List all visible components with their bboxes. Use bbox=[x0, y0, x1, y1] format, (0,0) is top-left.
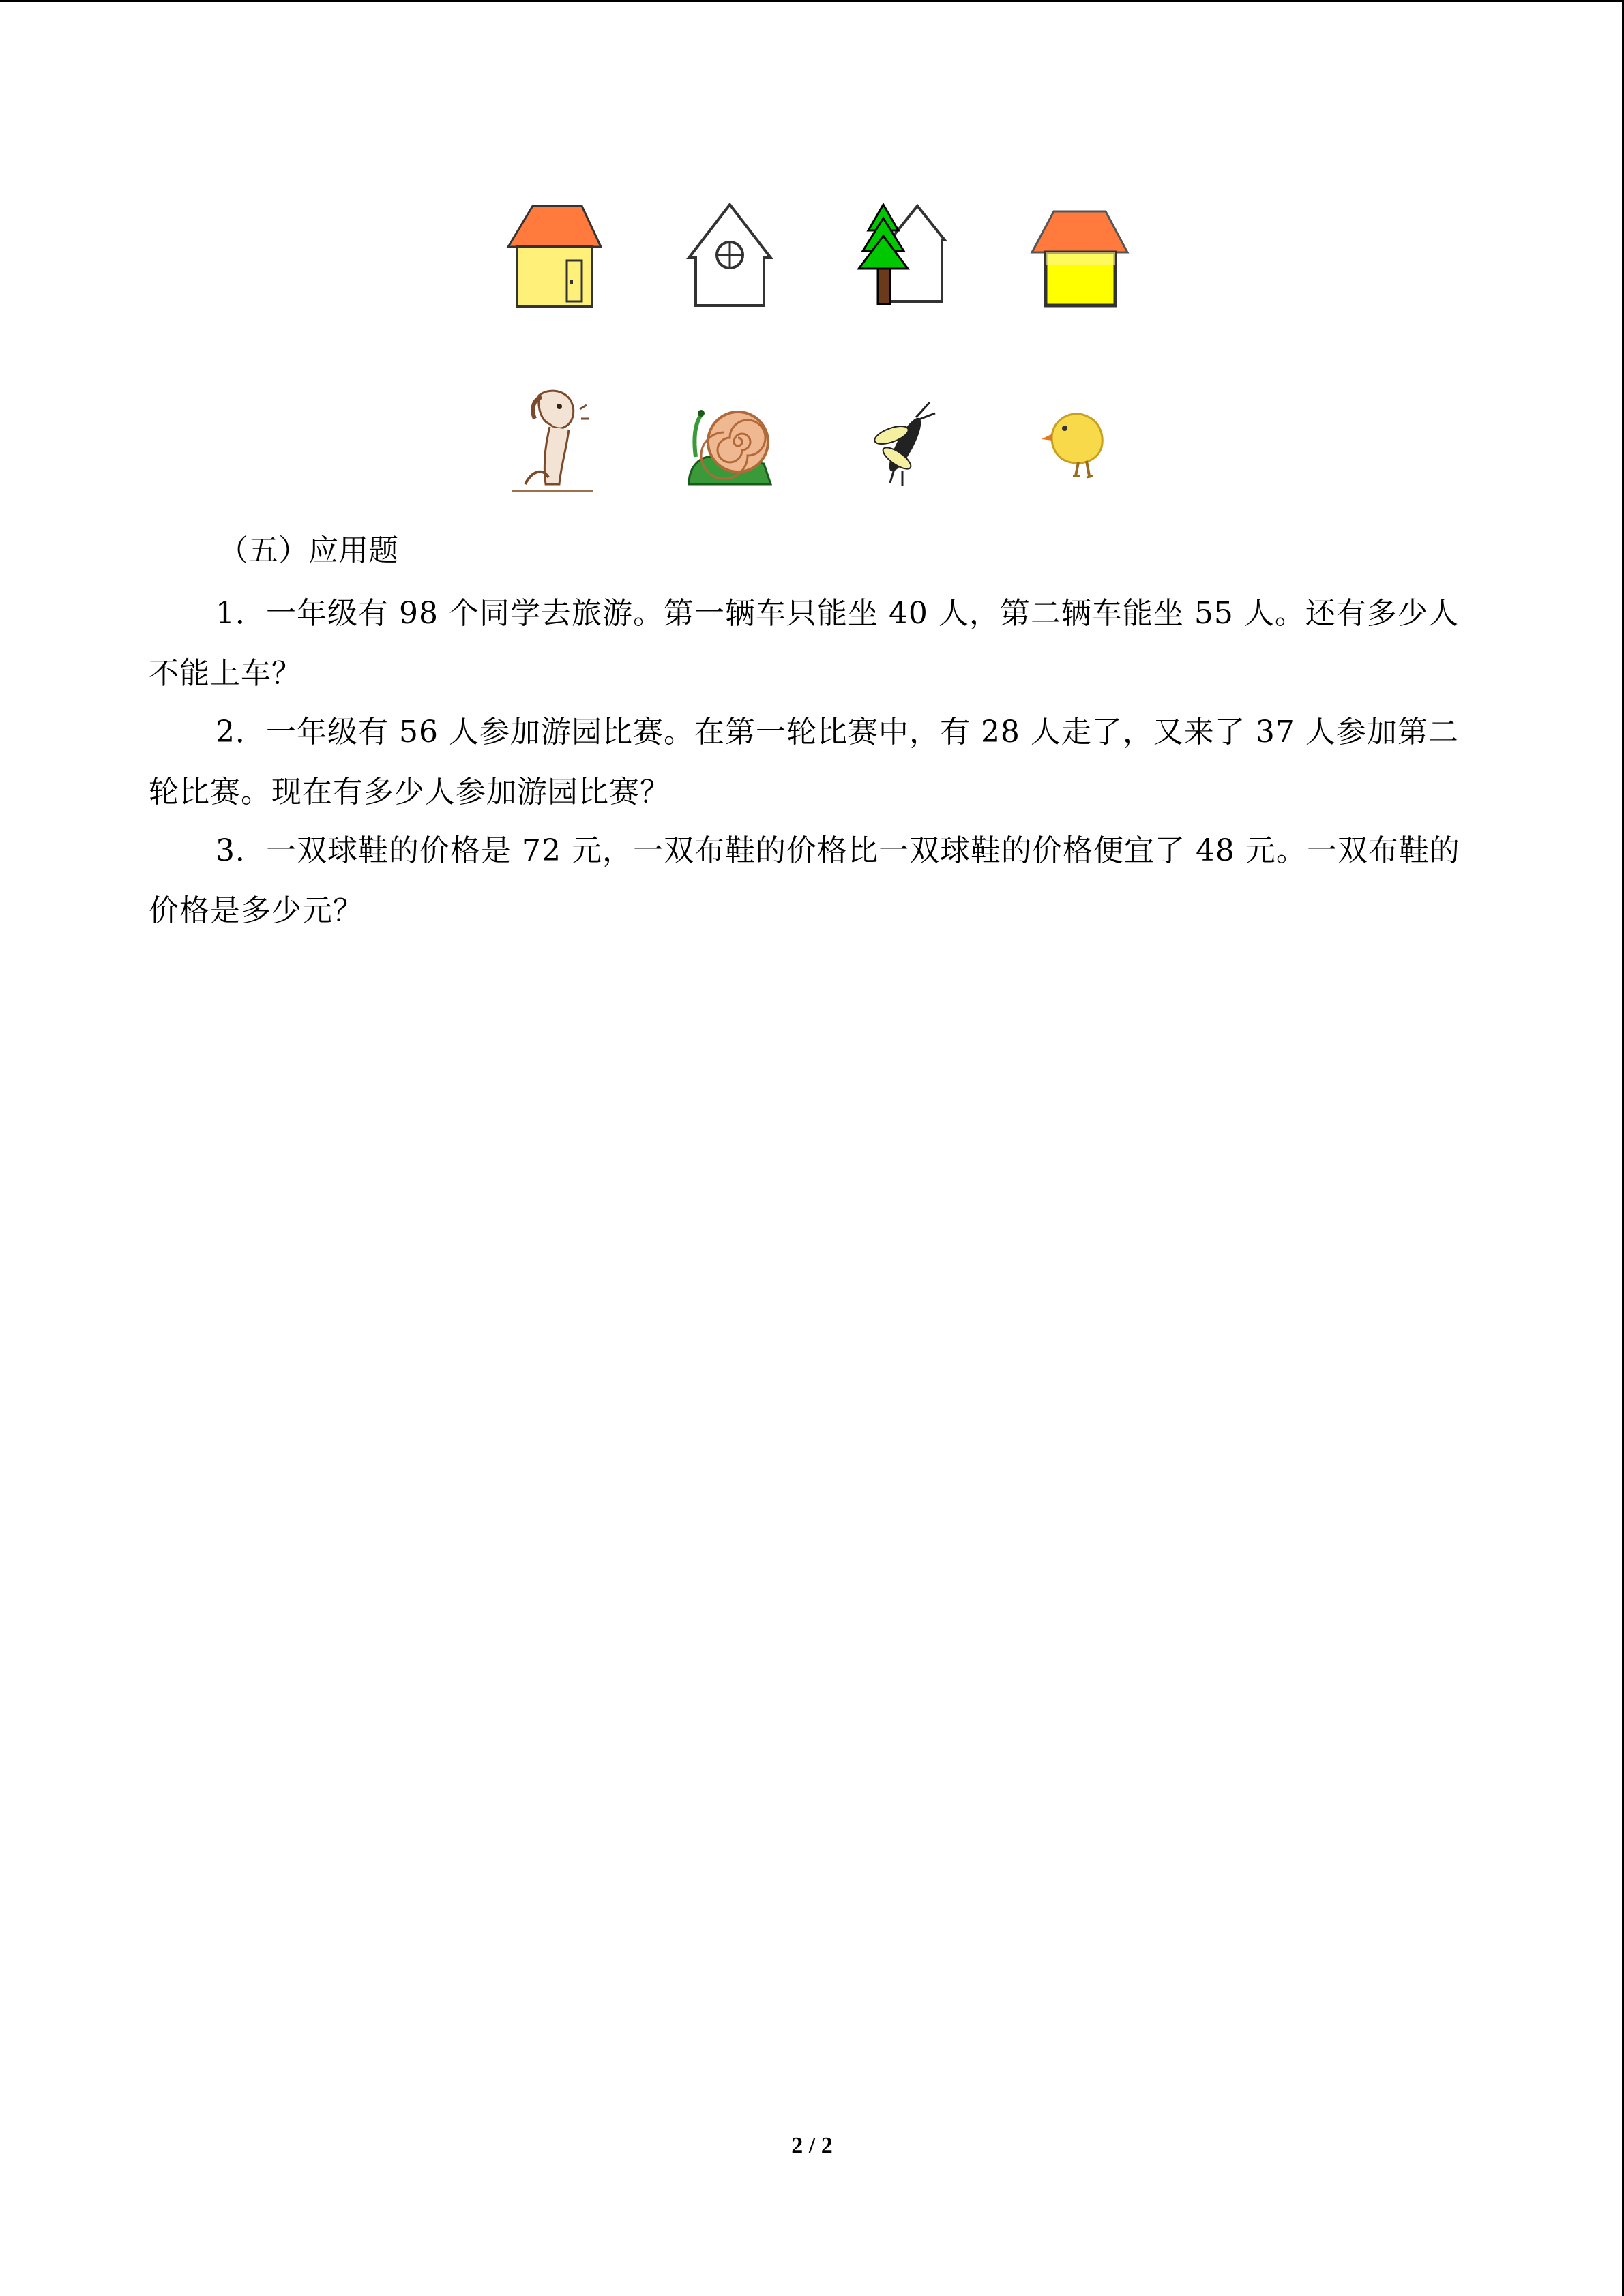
orange-roof-house-icon bbox=[500, 198, 609, 320]
chick-icon bbox=[1025, 382, 1134, 505]
tree-house-icon bbox=[849, 198, 958, 320]
page-number: 2 / 2 bbox=[791, 2133, 833, 2158]
section-title: （五）应用题 bbox=[218, 533, 398, 568]
problem-3: 3．一双球鞋的价格是 72 元，一双布鞋的价格比一双球鞋的价格便宜了 48 元。一双布鞋的价格是多少元？ bbox=[149, 833, 1460, 928]
problem-2: 2．一年级有 56 人参加游园比赛。在第一轮比赛中，有 28 人走了，又来了 37 人参加第二轮比赛。现在有多少人参加游园比赛？ bbox=[149, 715, 1459, 809]
dog-icon bbox=[498, 382, 607, 505]
bee-icon bbox=[849, 382, 958, 505]
round-window-house-icon bbox=[675, 198, 784, 320]
snail-icon bbox=[675, 382, 784, 505]
yellow-house-icon bbox=[1025, 198, 1134, 320]
top-border bbox=[0, 0, 1624, 2]
problem-1: 1．一年级有 98 个同学去旅游。第一辆车只能坐 40 人，第二辆车能坐 55 人。还有多少人不能上车？ bbox=[149, 596, 1459, 691]
